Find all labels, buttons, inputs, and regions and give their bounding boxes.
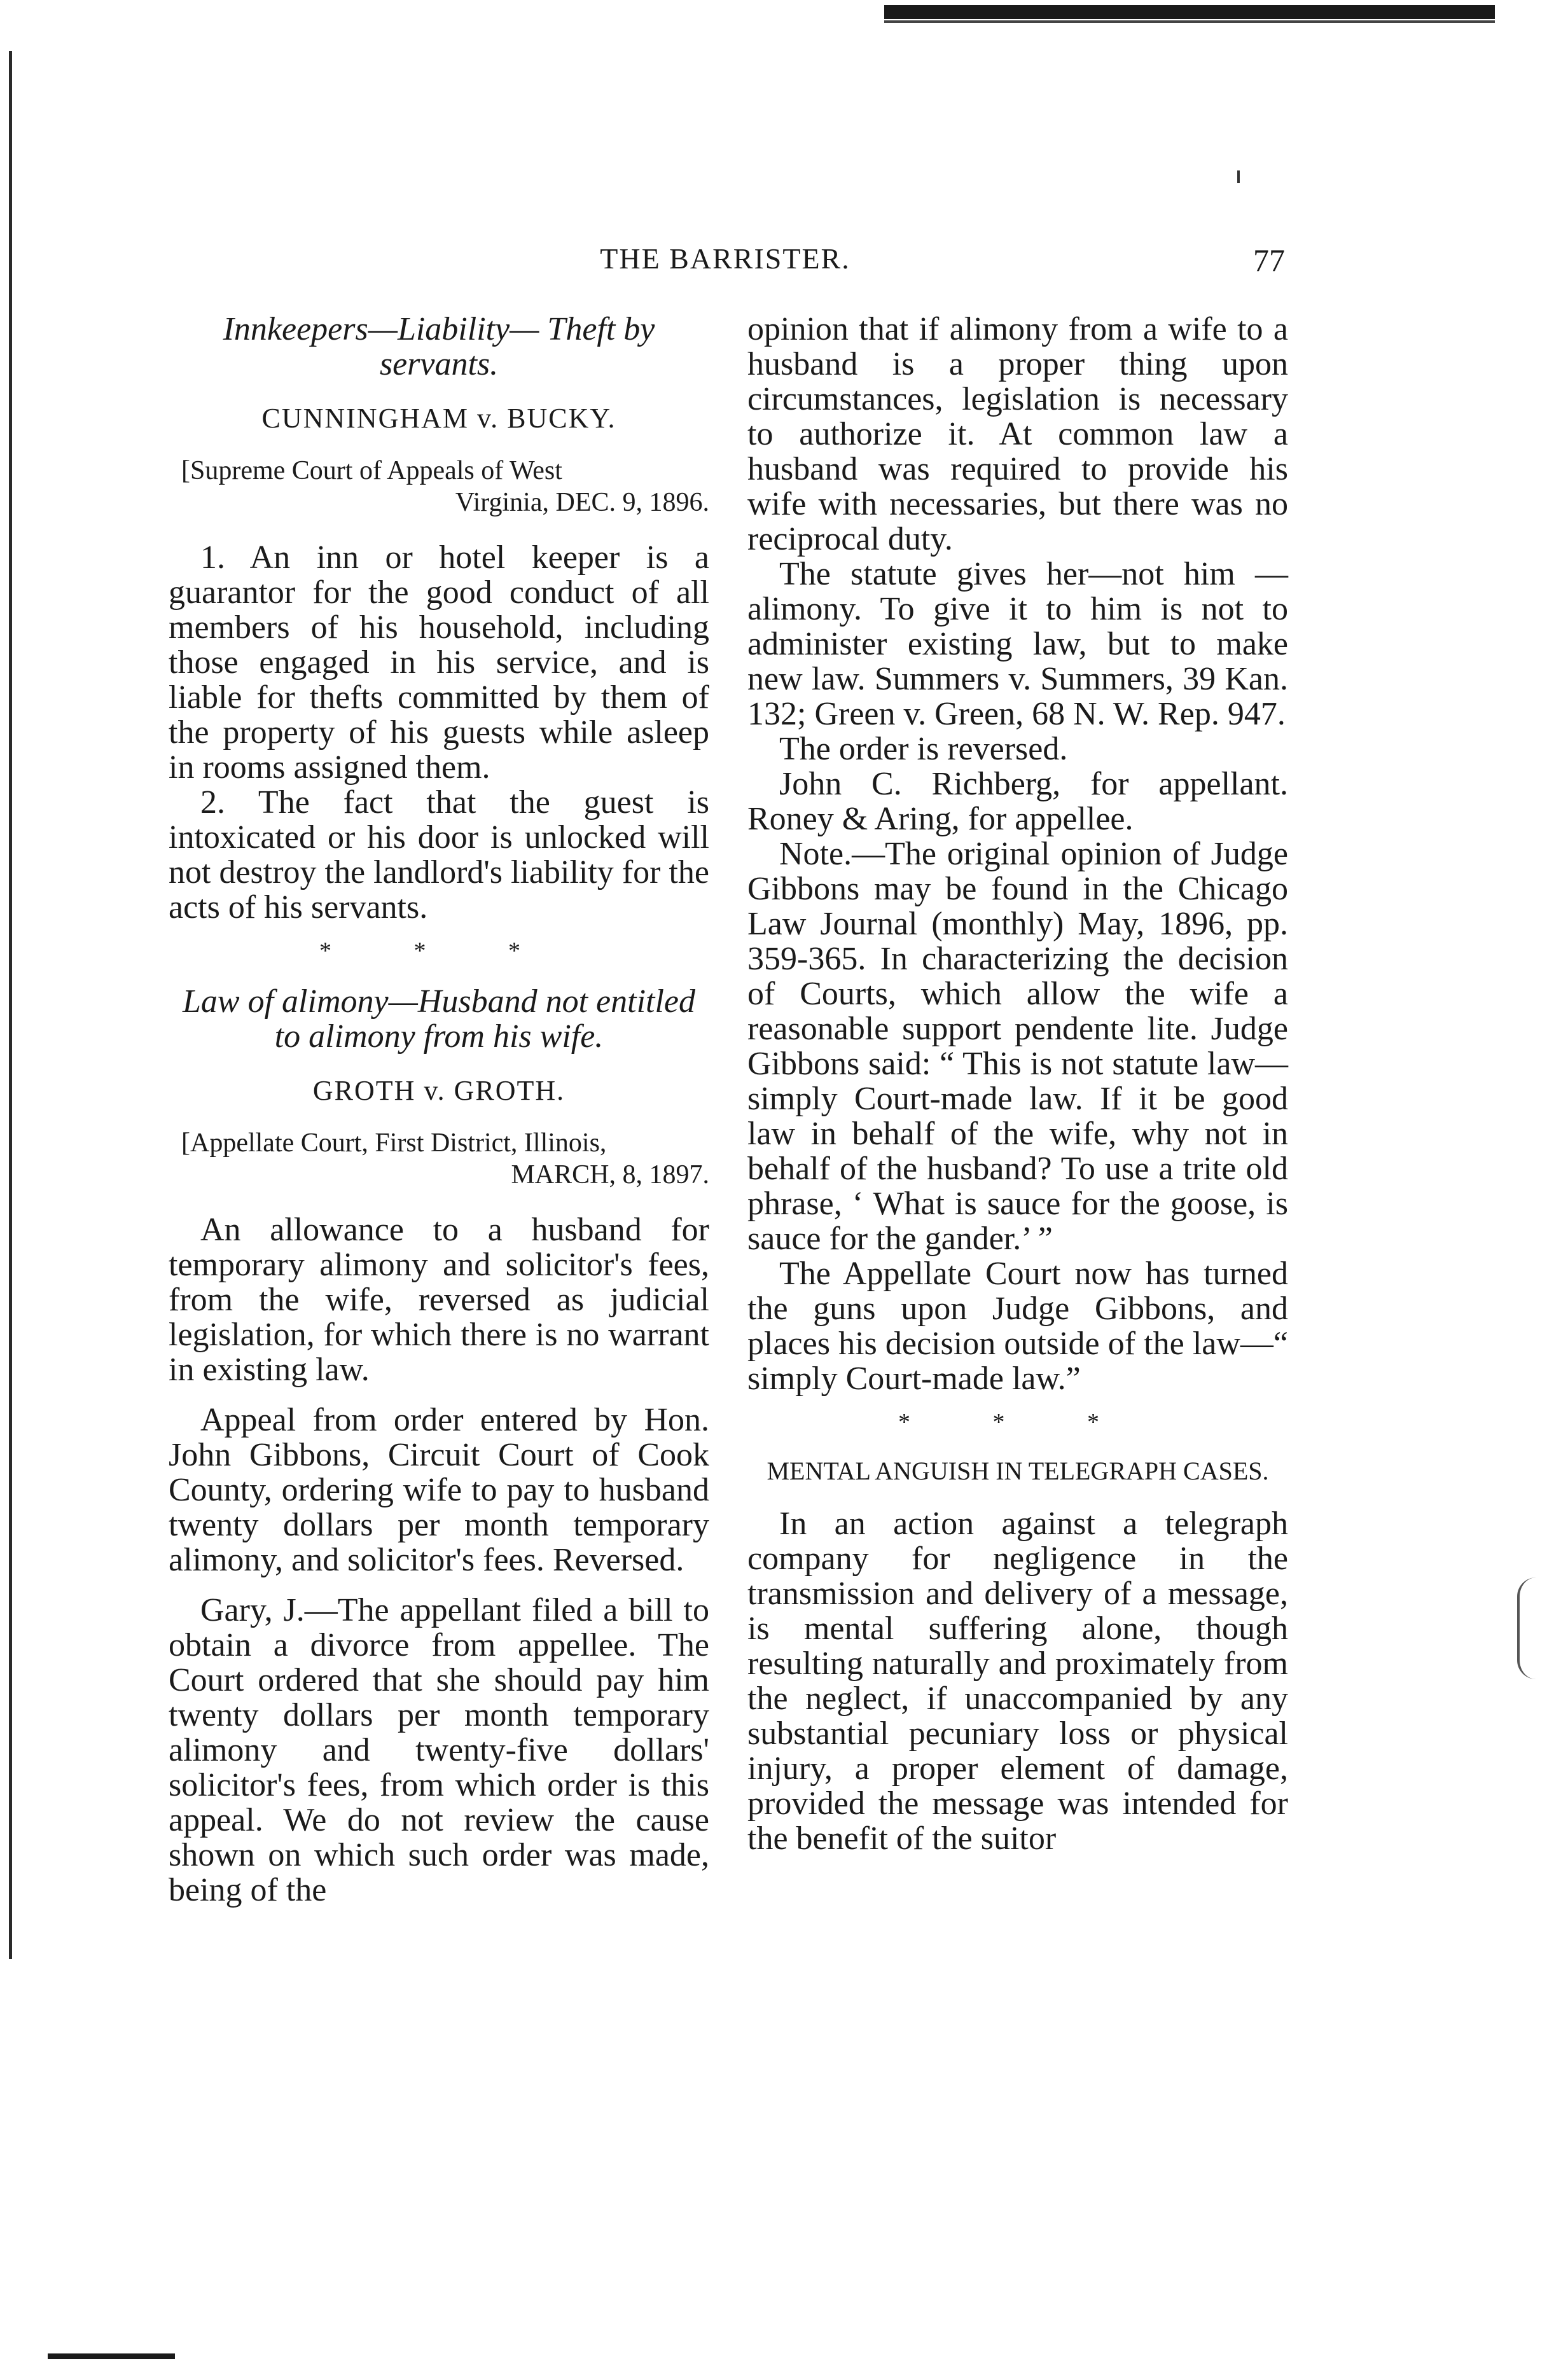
scan-mark-top-thin bbox=[884, 20, 1495, 23]
running-head bbox=[165, 235, 1285, 286]
paragraph: The order is reversed. bbox=[779, 731, 1068, 767]
court-date: MARCH, 8, 1897. bbox=[511, 1160, 709, 1189]
scan-mark-top bbox=[884, 5, 1495, 19]
scan-tick bbox=[1237, 170, 1240, 183]
section-separator: * * * bbox=[898, 1409, 1137, 1436]
paragraph: The Appellate Court now has turned the guns upon Judge Gibbons, and places his decision outside of the law—“ simply Court-made law.” bbox=[747, 1256, 1288, 1397]
page-title: THE BARRISTER. bbox=[600, 242, 850, 275]
scan-mark-bottom bbox=[48, 2353, 175, 2359]
scan-mark-right bbox=[1517, 1577, 1558, 1679]
case-name-groth: GROTH v. GROTH. bbox=[312, 1075, 565, 1106]
scan-mark-left bbox=[9, 51, 12, 1959]
page-number: 77 bbox=[1253, 242, 1285, 278]
case-name-cunningham: CUNNINGHAM v. BUCKY. bbox=[261, 403, 616, 434]
court-date: Virginia, DEC. 9, 1896. bbox=[455, 488, 709, 517]
court-line-groth bbox=[169, 1127, 709, 1191]
paragraph: The statute gives her—not him —alimony. To give it to him is not to administer existing law, but to make new law. Summers v. Summers, 39 Kan. 132; Green v. Green, 68 N. W. Rep. 947. bbox=[747, 556, 1288, 732]
paragraph: John C. Richberg, for appellant. Roney & Aring, for appellee. bbox=[747, 766, 1288, 837]
court-name: [Appellate Court, First District, Illinois, bbox=[181, 1128, 607, 1158]
paragraph: 1. An inn or hotel keeper is a guarantor for the good conduct of all members of his household, including those engaged in his service, and is liable for thefts committed by them of the property of his guests while asleep in rooms assigned them. bbox=[169, 539, 709, 786]
paragraph: opinion that if alimony from a wife to a husband is a proper thing upon circumstances, legislation is necessary to authorize it. At common law a husband was required to provide his wife with necessaries, but there was no reciprocal duty. bbox=[747, 311, 1288, 557]
left-column bbox=[169, 312, 709, 1908]
right-column bbox=[747, 312, 1288, 1856]
paragraph: 2. The fact that the guest is intoxicated or his door is unlocked will not destroy the landlord's liability for the acts of his servants. bbox=[169, 784, 709, 925]
paragraph: Appeal from order entered by Hon. John Gibbons, Circuit Court of Cook County, ordering wife to pay to husband twenty dollars per month temporary alimony, and solicitor's fees. Reversed. bbox=[169, 1402, 709, 1578]
paragraph: An allowance to a husband for temporary alimony and solicitor's fees, from the wife, reversed as judicial legislation, for which there is no warrant in existing law. bbox=[169, 1212, 709, 1388]
case-heading-alimony: Law of alimony—Husband not entitled to alimony from his wife. bbox=[183, 983, 695, 1055]
section-separator: * * * bbox=[319, 938, 559, 964]
paragraph: In an action against a telegraph company for negligence in the transmission and delivery of a message, is mental suffering alone, though resulting naturally and proximately from the neglect, if unaccompanied by any substantial pecuniary loss or physical injury, a proper element of damage, provided the message was intended for the benefit of the suitor bbox=[747, 1506, 1288, 1857]
paragraph: Gary, J.—The appellant filed a bill to obtain a divorce from appellee. The Court ordered that she should pay him twenty dollars per month temporary alimony and twenty-five dollars' solicitor's fees, from which order is this appeal. We do not review the cause shown on which such order was made, being of the bbox=[169, 1592, 709, 1908]
court-name: [Supreme Court of Appeals of West bbox=[181, 456, 562, 485]
court-line-cunningham bbox=[169, 455, 709, 518]
section-title: MENTAL ANGUISH IN TELEGRAPH CASES. bbox=[767, 1457, 1269, 1485]
case-heading-innkeepers: Innkeepers—Liability— Theft by servants. bbox=[223, 311, 655, 382]
note-paragraph: Note.—The original opinion of Judge Gibbons may be found in the Chicago Law Journal (monthly) May, 1896, pp. 359-365. In characterizing the decision of Courts, which allow the wife a reasonable support pendente lite. Judge Gibbons said: “ This is not statute law—simply Court-made law. If it be good law in behalf of the wife, why not in behalf of the husband? To use a trite old phrase, ‘ What is sauce for the goose, is sauce for the gander.’ ” bbox=[747, 836, 1288, 1257]
